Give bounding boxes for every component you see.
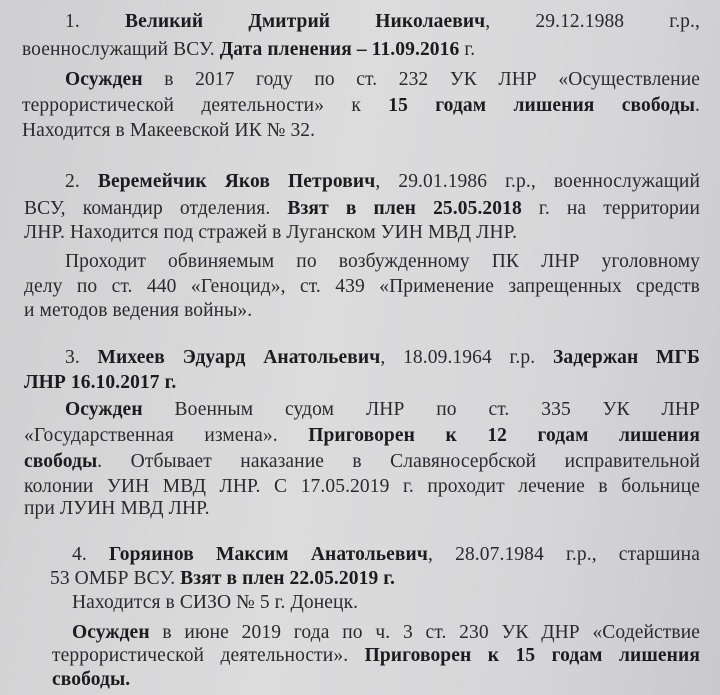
text-line: [50, 567, 700, 591]
bold-text-run: Дата пленения – 11.09.2016: [219, 39, 460, 60]
text-run: при ЛУИН МВД ЛНР.: [24, 498, 210, 519]
text-run: 1.: [65, 11, 125, 32]
text-line: [72, 591, 700, 615]
text-run: ВСУ, командир отделения.: [24, 198, 288, 219]
text-run: колонии УИН МВД ЛНР. С 17.05.2019 г. проходит лечение в больнице: [24, 476, 700, 497]
text-line: [52, 668, 700, 692]
bold-text-run: свободы.: [52, 669, 131, 690]
bold-text-run: Михеев Эдуард Анатольевич: [97, 347, 381, 368]
text-run: в 2017 году по ст. 232 УК ЛНР «Осуществление: [142, 69, 700, 90]
text-run: 53 ОМБР ВСУ.: [50, 568, 181, 589]
text-line: [24, 197, 700, 221]
text-run: г.: [459, 39, 476, 60]
text-line: [22, 38, 700, 62]
text-run: делу по ст. 440 «Геноцид», ст. 439 «Применение запрещенных средств: [24, 276, 700, 297]
text-line: [72, 621, 700, 645]
text-run: г. на территории: [521, 198, 700, 219]
bold-text-run: ЛНР 16.10.2017 г.: [24, 372, 177, 393]
bold-text-run: Осужден: [65, 399, 143, 420]
bold-text-run: Веремейчик Яков Петрович: [97, 171, 376, 192]
text-run: террористической деятельности» к: [22, 95, 389, 116]
text-line: [65, 10, 700, 34]
text-run: террористической деятельности».: [52, 645, 365, 666]
bold-text-run: Взят в плен 22.05.2019 г.: [180, 568, 396, 589]
text-run: Проходит обвиняемым по возбужденному ПК ЛНР уголовному: [65, 251, 700, 272]
text-run: Находится в Макеевской ИК № 32.: [22, 120, 316, 141]
bold-text-run: Приговорен к 15 годам лишения: [364, 645, 700, 666]
text-run: Находится в СИЗО № 5 г. Донецк.: [72, 592, 359, 613]
text-line: [24, 299, 700, 323]
bold-text-run: Взят в плен 25.05.2018: [287, 198, 522, 219]
text-run: и методов ведения войны».: [24, 300, 253, 321]
text-run: , 28.07.1984 г.р., старшина: [427, 544, 700, 565]
text-line: [24, 221, 700, 245]
text-line: [65, 398, 700, 422]
text-run: в июне 2019 года по ч. 3 ст. 230 УК ДНР «Содействие: [149, 622, 700, 643]
text-line: [72, 543, 700, 567]
bold-text-run: Приговорен к 12 годам лишения: [308, 425, 700, 446]
bold-text-run: Осужден: [65, 69, 143, 90]
text-line: [22, 119, 700, 143]
text-line: [65, 68, 700, 92]
text-line: [52, 644, 700, 668]
text-run: ЛНР. Находится под стражей в Луганском УИН МВД ЛНР.: [24, 222, 518, 243]
bold-text-run: Горяинов Максим Анатольевич: [108, 544, 428, 565]
text-run: военнослужащий ВСУ.: [22, 39, 220, 60]
text-line: [24, 475, 700, 499]
text-run: . Отбывает наказание в Славяносербской исправительной: [97, 451, 700, 472]
text-run: Военным судом ЛНР по ст. 335 УК ЛНР: [142, 399, 700, 420]
text-run: , 18.09.1964 г.р.: [380, 347, 553, 368]
text-line: [65, 170, 700, 194]
text-line: [24, 275, 700, 299]
text-line: [24, 450, 700, 474]
text-line: [65, 346, 700, 370]
text-run: «Государственная измена».: [24, 425, 309, 446]
text-line: [22, 94, 700, 118]
text-run: 3.: [65, 347, 98, 368]
bold-text-run: Осужден: [72, 622, 150, 643]
text-line: [24, 424, 700, 448]
text-line: [65, 250, 700, 274]
text-line: [24, 497, 700, 521]
text-run: , 29.12.1988 г.р.,: [485, 11, 700, 32]
bold-text-run: Великий Дмитрий Николаевич: [124, 11, 486, 32]
text-run: 2.: [65, 171, 98, 192]
bold-text-run: 15 годам лишения свободы: [388, 95, 696, 116]
text-run: 4.: [72, 544, 109, 565]
text-line: [24, 371, 700, 395]
text-run: .: [695, 95, 700, 116]
bold-text-run: свободы: [24, 451, 98, 472]
bold-text-run: Задержан МГБ: [552, 347, 701, 368]
text-run: , 29.01.1986 г.р., военнослужащий: [375, 171, 700, 192]
